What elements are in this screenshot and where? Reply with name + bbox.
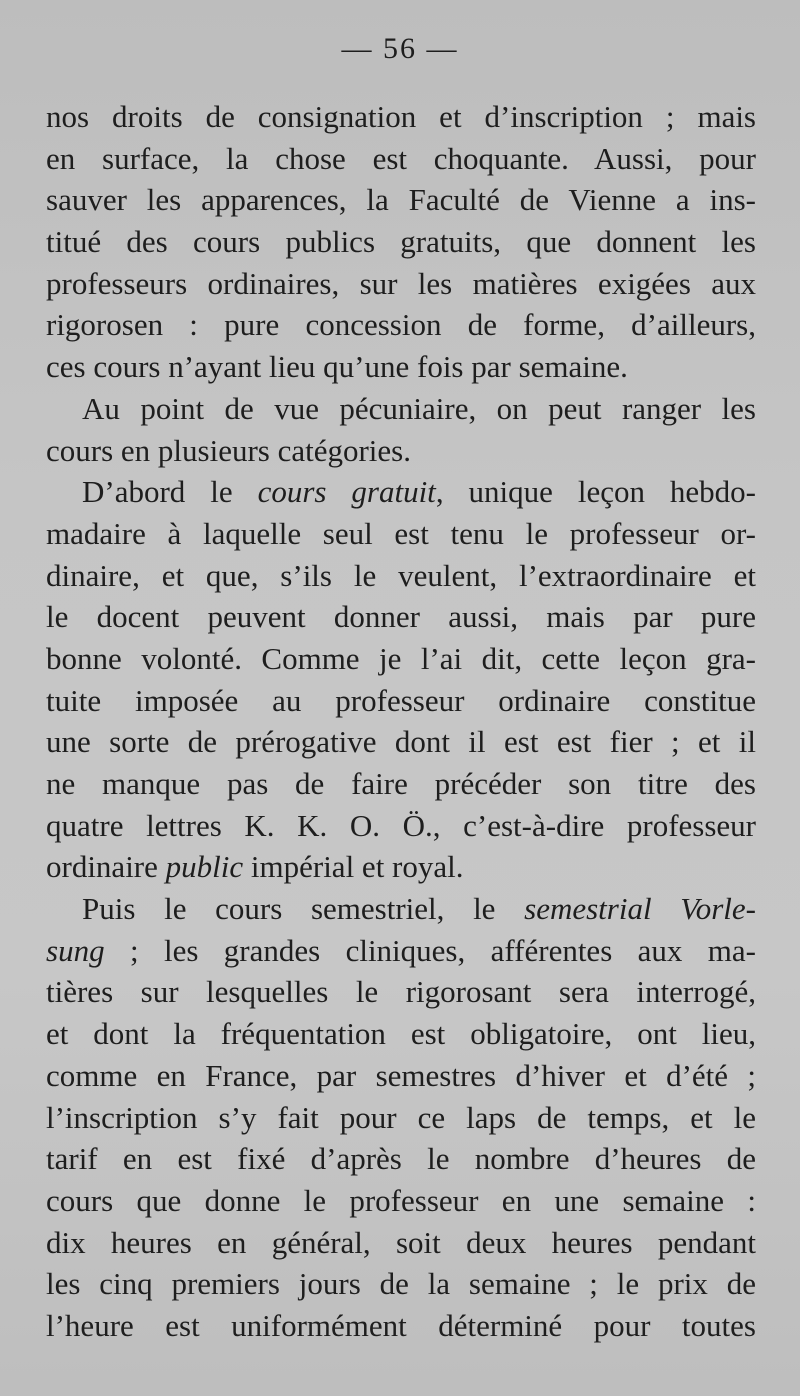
text-span: bonne volonté. Comme je l’ai dit, cette leçon gra-: [46, 640, 756, 676]
text-span: dinaire, et que, s’ils le veulent, l’extraordinaire et: [46, 557, 756, 593]
text-line: [46, 138, 756, 180]
text-span: tarif en est fixé d’après le nombre d’heures de: [46, 1141, 756, 1177]
text-line: [46, 346, 756, 388]
italic-text: semestrial Vorle-: [524, 891, 756, 927]
text-span: impérial et royal.: [243, 849, 464, 885]
text-span: professeurs ordinaires, sur les matières exigées aux: [46, 265, 756, 301]
text-span: et dont la fréquentation est obligatoire, ont lieu,: [46, 1016, 756, 1052]
text-line: [46, 1222, 756, 1264]
text-line: [46, 763, 756, 805]
italic-text: cours gratuit: [257, 474, 436, 510]
page-number: — 56 —: [341, 32, 459, 65]
text-line: [46, 971, 756, 1013]
text-span: rigorosen : pure concession de forme, d’ailleurs,: [46, 307, 756, 343]
text-span: ces cours n’ayant lieu qu’une fois par semaine.: [46, 349, 628, 385]
text-span: nos droits de consignation et d’inscription ; mais: [46, 99, 756, 134]
body-text: [46, 96, 756, 1347]
text-span: comme en France, par semestres d’hiver et d’été ;: [46, 1057, 756, 1093]
text-line: [46, 304, 756, 346]
text-line: [46, 1138, 756, 1180]
text-span: tières sur lesquelles le rigorosant sera interrogé,: [46, 974, 756, 1010]
text-span: le docent peuvent donner aussi, mais par pure: [46, 599, 756, 635]
text-span: ordinaire: [46, 849, 166, 885]
text-line: [46, 1180, 756, 1222]
italic-text: sung: [46, 932, 105, 968]
text-line: [46, 471, 756, 513]
text-line: [46, 805, 756, 847]
text-span: Au point de vue pécuniaire, on peut ranger les: [82, 390, 756, 426]
text-span: l’heure est uniformément déterminé pour toutes: [46, 1307, 756, 1343]
text-line: [46, 1013, 756, 1055]
text-span: en surface, la chose est choquante. Aussi, pour: [46, 140, 756, 176]
text-line: [46, 1055, 756, 1097]
text-line: [46, 263, 756, 305]
text-line: [46, 1263, 756, 1305]
text-span: cours en plusieurs catégories.: [46, 432, 411, 468]
text-span: , unique leçon hebdo-: [435, 474, 756, 510]
text-line: [46, 430, 756, 472]
text-line: [46, 888, 756, 930]
text-line: [46, 596, 756, 638]
text-span: les cinq premiers jours de la semaine ; le prix de: [46, 1266, 756, 1302]
text-span: madaire à laquelle seul est tenu le professeur or-: [46, 515, 756, 551]
text-span: ; les grandes cliniques, afférentes aux ma-: [104, 932, 756, 968]
text-span: une sorte de prérogative dont il est est fier ; et il: [46, 724, 756, 760]
text-span: dix heures en général, soit deux heures pendant: [46, 1224, 756, 1260]
text-span: cours que donne le professeur en une semaine :: [46, 1182, 756, 1218]
text-line: [46, 179, 756, 221]
text-line: [46, 221, 756, 263]
text-line: [46, 1097, 756, 1139]
text-span: D’abord le: [82, 474, 258, 510]
text-line: [46, 388, 756, 430]
text-span: quatre lettres K. K. O. Ö., c’est-à-dire professeur: [46, 807, 756, 843]
text-span: l’inscription s’y fait pour ce laps de temps, et le: [46, 1099, 756, 1135]
text-line: [46, 846, 756, 888]
text-line: [46, 638, 756, 680]
text-span: Puis le cours semestriel, le: [82, 891, 525, 927]
text-span: tuite imposée au professeur ordinaire constitue: [46, 682, 756, 718]
text-line: [46, 96, 756, 138]
text-span: ne manque pas de faire précéder son titre des: [46, 766, 756, 801]
text-span: sauver les apparences, la Faculté de Vienne a ins-: [46, 182, 756, 218]
text-line: [46, 930, 756, 972]
text-line: [46, 555, 756, 597]
italic-text: public: [165, 849, 244, 885]
text-line: [46, 513, 756, 555]
text-line: [46, 721, 756, 763]
text-line: [46, 1305, 756, 1347]
text-span: titué des cours publics gratuits, que donnent les: [46, 224, 756, 260]
text-line: [46, 680, 756, 722]
